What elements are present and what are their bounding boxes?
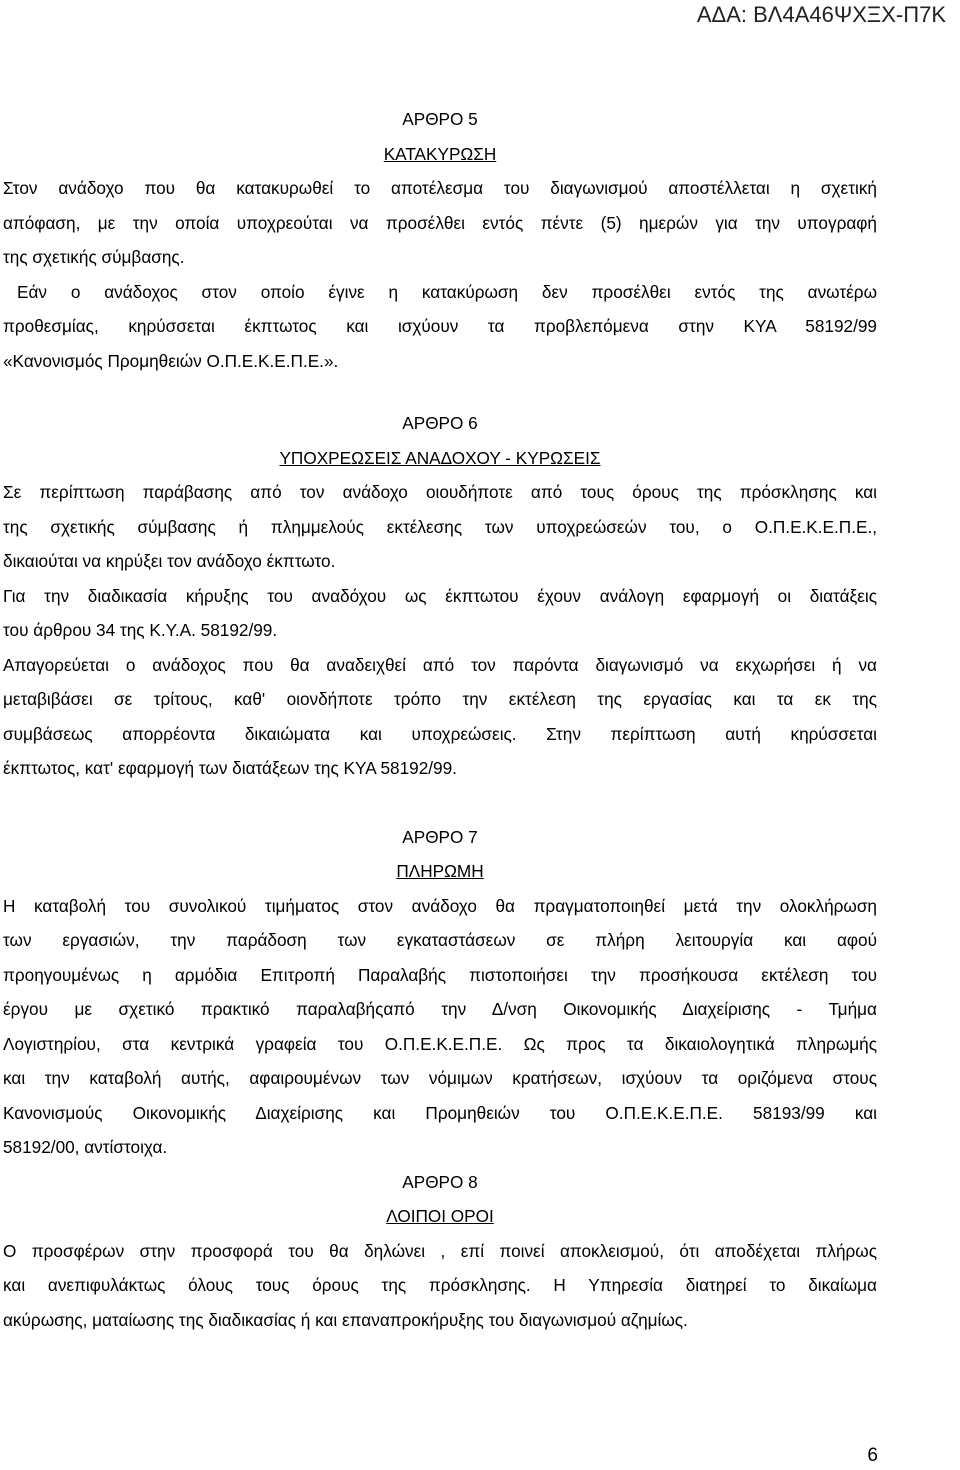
article-8-paragraph-1 bbox=[3, 1234, 877, 1338]
text-line: προηγουμένως η αρμόδια Επιτροπή Παραλαβής πιστοποιήσει την προσήκουσα εκτέλεση του bbox=[3, 964, 877, 985]
text-line: Ο προσφέρων στην προσφορά του θα δηλώνει , επί ποινεί αποκλεισμού, ότι αποδέχεται πλήρως bbox=[3, 1240, 877, 1261]
text-line: και ανεπιφυλάκτως όλους τους όρους της πρόσκλησης. Η Υπηρεσία διατηρεί το δικαίωμα bbox=[3, 1275, 877, 1295]
text-line: Για την διαδικασία κήρυξης του αναδόχου ως έκπτωτου έχουν ανάλογη εφαρμογή οι διατάξεις bbox=[3, 585, 877, 606]
article-5-paragraph-2-cont bbox=[3, 309, 877, 378]
article-5 bbox=[3, 102, 877, 378]
text-line: Στον ανάδοχο που θα κατακυρωθεί το αποτέλεσμα του διαγωνισμού αποστέλλεται η σχετική bbox=[3, 178, 877, 198]
article-6-paragraph-3 bbox=[3, 648, 877, 786]
document-body bbox=[3, 102, 877, 1337]
article-5-paragraph-1 bbox=[3, 171, 877, 275]
text-line: συμβάσεως απορρέοντα δικαιώματα και υποχρεώσεις. Στην περίπτωση αυτή κηρύσσεται bbox=[3, 723, 877, 744]
ada-code-header: ΑΔΑ: ΒΛ4Α46ΨΧΞΧ-Π7Κ bbox=[696, 2, 946, 27]
article-8 bbox=[3, 1165, 877, 1338]
text-line: έργου με σχετικό πρακτικό παραλαβήςαπό την Δ/νση Οικονομικής Διαχείρισης - Τμήμα bbox=[3, 999, 877, 1019]
article-6-paragraph-1 bbox=[3, 475, 877, 579]
text-line: του άρθρου 34 της Κ.Υ.Α. 58192/99. bbox=[3, 620, 278, 640]
article-6 bbox=[3, 406, 877, 786]
article-5-subtitle: ΚΑΤΑΚΥΡΩΣΗ bbox=[383, 143, 497, 164]
text-line: Λογιστηρίου, στα κεντρικά γραφεία του Ο.Π.Ε.Κ.Ε.Π.Ε. Ως προς τα δικαιολογητικά πληρωμής bbox=[3, 1033, 877, 1054]
text-line: των εργασιών, την παράδοση των εγκαταστάσεων σε πλήρη λειτουργία και αφού bbox=[3, 930, 877, 950]
text-line: προθεσμίας, κηρύσσεται έκπτωτος και ισχύουν τα προβλεπόμενα στην ΚΥΑ 58192/99 bbox=[3, 316, 877, 336]
article-8-subtitle: ΛΟΙΠΟΙ ΟΡΟΙ bbox=[386, 1206, 494, 1226]
article-7-paragraph-1 bbox=[3, 889, 877, 1165]
text-line: απόφαση, με την οποία υποχρεούται να προσέλθει εντός πέντε (5) ημερών για την υπογραφή bbox=[3, 212, 877, 233]
text-line: Κανονισμούς Οικονομικής Διαχείρισης και Προμηθειών του Ο.Π.Ε.Κ.Ε.Π.Ε. 58193/99 και bbox=[3, 1102, 877, 1123]
text-line: έκπτωτος, κατ' εφαρμογή των διατάξεων της ΚΥΑ 58192/99. bbox=[3, 758, 457, 778]
text-line: Εάν ο ανάδοχος στον οποίο έγινε η κατακύρωση δεν προσέλθει εντός της ανωτέρω bbox=[17, 281, 877, 302]
text-line: Σε περίπτωση παράβασης από τον ανάδοχο οιουδήποτε από τους όρους της πρόσκλησης και bbox=[3, 482, 877, 502]
article-6-title: ΑΡΘΡΟ 6 bbox=[402, 413, 478, 433]
article-8-title: ΑΡΘΡΟ 8 bbox=[402, 1171, 478, 1192]
text-line: δικαιούται να κηρύξει τον ανάδοχο έκπτωτο. bbox=[3, 551, 336, 571]
article-5-paragraph-2 bbox=[3, 275, 877, 310]
text-line: μεταβιβάσει σε τρίτους, καθ' οιονδήποτε τρόπο την εκτέλεση της εργασίας και τα εκ της bbox=[3, 689, 877, 709]
article-7-subtitle: ΠΛΗΡΩΜΗ bbox=[396, 861, 484, 881]
text-line: «Κανονισμός Προμηθειών Ο.Π.Ε.Κ.Ε.Π.Ε.». bbox=[3, 350, 339, 371]
text-line: της σχετικής σύμβασης ή πλημμελούς εκτέλεσης των υποχρεώσεών του, ο Ο.Π.Ε.Κ.Ε.Π.Ε., bbox=[3, 516, 877, 537]
article-5-title: ΑΡΘΡΟ 5 bbox=[402, 109, 478, 129]
text-line: ακύρωσης, ματαίωσης της διαδικασίας ή και επαναπροκήρυξης του διαγωνισμού αζημίως. bbox=[3, 1309, 688, 1330]
text-line: Απαγορεύεται ο ανάδοχος που θα αναδειχθεί από τον παρόντα διαγωνισμό να εκχωρήσει ή να bbox=[3, 654, 877, 675]
page-number: 6 bbox=[867, 1445, 878, 1466]
article-7 bbox=[3, 820, 877, 1165]
article-6-subtitle: ΥΠΟΧΡΕΩΣΕΙΣ ΑΝΑΔΟΧΟΥ - ΚΥΡΩΣΕΙΣ bbox=[279, 447, 601, 468]
text-line: Η καταβολή του συνολικού τιμήματος στον ανάδοχο θα πραγματοποιηθεί μετά την ολοκλήρωση bbox=[3, 895, 877, 916]
article-6-paragraph-2 bbox=[3, 579, 877, 648]
text-line: της σχετικής σύμβασης. bbox=[3, 247, 185, 267]
article-7-title: ΑΡΘΡΟ 7 bbox=[402, 826, 478, 847]
text-line: 58192/00, αντίστοιχα. bbox=[3, 1137, 168, 1157]
text-line: και την καταβολή αυτής, αφαιρουμένων των νόμιμων κρατήσεων, ισχύουν τα οριζόμενα στους bbox=[3, 1068, 877, 1088]
